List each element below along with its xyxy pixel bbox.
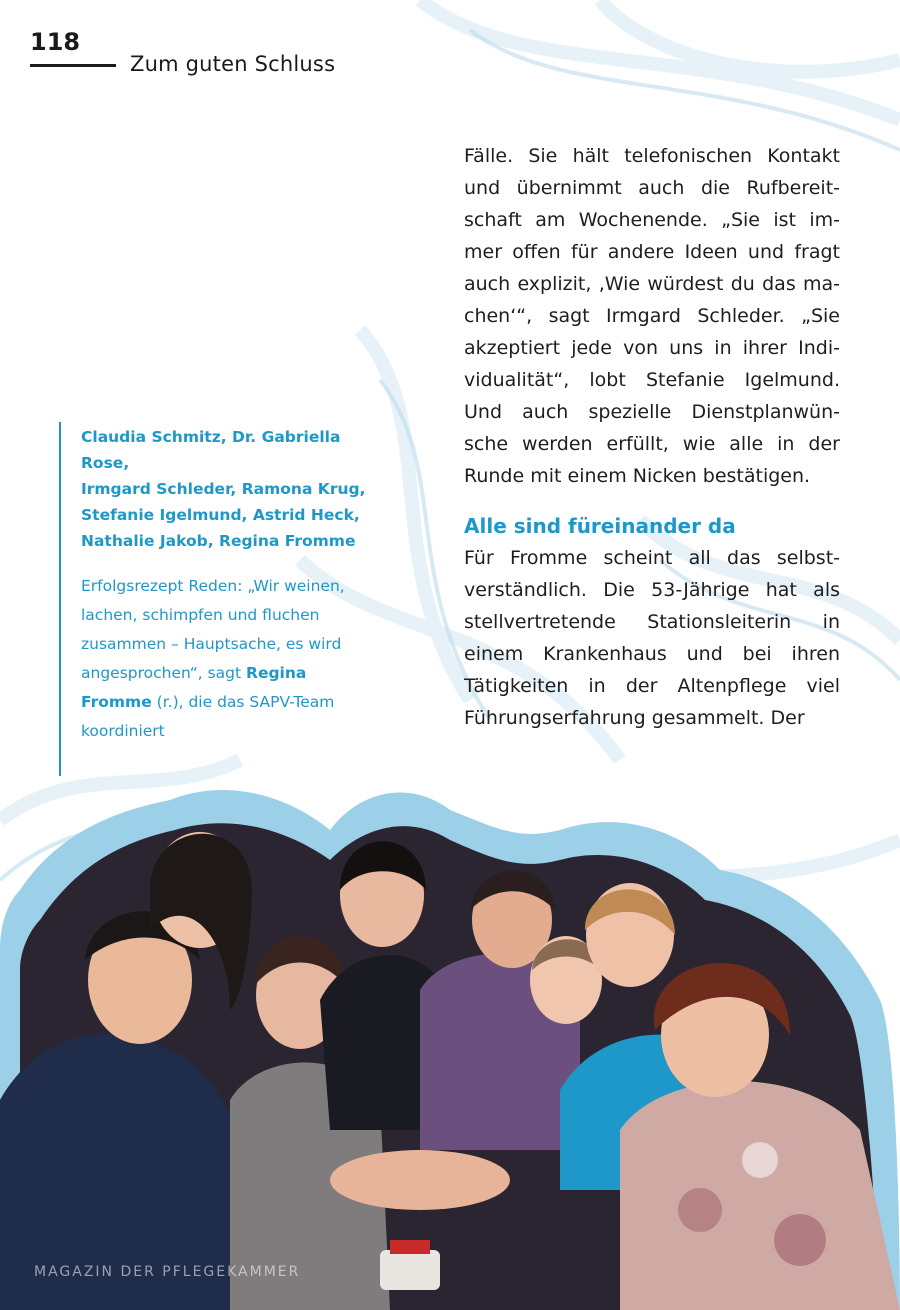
caption-names xyxy=(81,424,381,554)
paragraph xyxy=(464,542,840,734)
text-line: schaft am Wochenende. „Sie ist im- xyxy=(464,209,840,231)
text-line: und übernimmt auch die Rufbereit- xyxy=(464,177,840,199)
section-title: Zum guten Schluss xyxy=(130,52,336,76)
page-number: 118 xyxy=(30,28,81,56)
caption-bold-name: Regina Fromme xyxy=(81,664,307,711)
caption-text-end: (r.), die das SAPV-Team koordiniert xyxy=(81,693,335,740)
subheading: Alle sind füreinander da xyxy=(464,514,736,538)
article-body xyxy=(464,140,840,734)
text-line: verständlich. Die 53-Jährige hat als xyxy=(464,579,840,601)
text-line: Tätigkeiten in der Altenpflege viel xyxy=(464,675,840,697)
text-line: mer offen für andere Ideen und fragt xyxy=(464,241,840,263)
caption-name-line: Irmgard Schleder, Ramona Krug, xyxy=(81,480,366,498)
photo-caption xyxy=(81,424,381,746)
page-rule xyxy=(30,64,116,67)
caption-text-start: Erfolgsrezept Reden: „Wir weinen, lachen, schimpfen und fluchen zusammen – Hauptsache, es wird angesprochen“, sagt xyxy=(81,577,345,682)
text-line: Fälle. Sie hält telefonischen Kontakt xyxy=(464,145,840,167)
group-photo xyxy=(0,770,900,1310)
text-line: Für Fromme scheint all das selbst- xyxy=(464,547,840,569)
text-line: Und auch spezielle Dienstplanwün- xyxy=(464,401,840,423)
text-line: einem Krankenhaus und bei ihren xyxy=(464,643,840,665)
text-line: Runde mit einem Nicken bestätigen. xyxy=(464,465,811,487)
text-line: vidualität“, lobt Stefanie Igelmund. xyxy=(464,369,840,391)
text-line: chen‘“, sagt Irmgard Schleder. „Sie xyxy=(464,305,840,327)
caption-name-line: Claudia Schmitz, Dr. Gabriella Rose, xyxy=(81,428,341,472)
caption-name-line: Nathalie Jakob, Regina Fromme xyxy=(81,532,356,550)
magazine-watermark: MAGAZIN DER PFLEGEKAMMER xyxy=(34,1264,301,1280)
text-line: Führungserfahrung gesammelt. Der xyxy=(464,707,805,729)
text-line: akzeptiert jede von uns in ihrer Indi- xyxy=(464,337,840,359)
caption-text xyxy=(81,572,381,746)
text-line: stellvertretende Stationsleiterin in xyxy=(464,611,840,633)
caption-name-line: Stefanie Igelmund, Astrid Heck, xyxy=(81,506,360,524)
text-line: auch explizit, ‚Wie würdest du das ma- xyxy=(464,273,840,295)
paragraph xyxy=(464,140,840,492)
text-line: sche werden erfüllt, wie alle in der xyxy=(464,433,840,455)
caption-bar xyxy=(59,422,61,776)
